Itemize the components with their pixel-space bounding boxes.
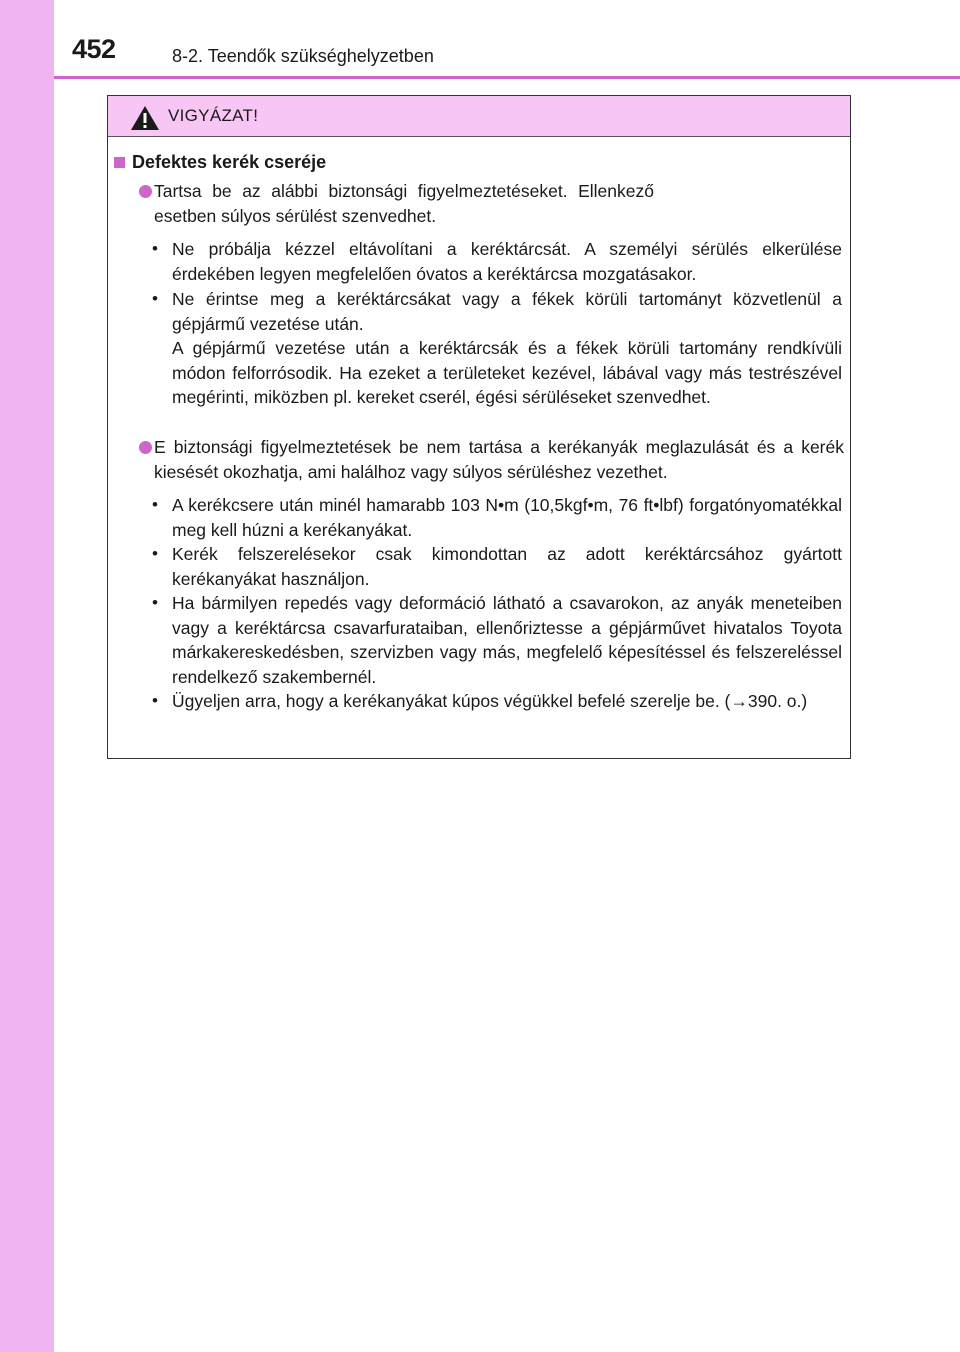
block2-item-4: Ügyeljen arra, hogy a kerékanyákat kúpos végükkel befelé szerelje be. (→390. o.) <box>172 691 808 711</box>
block1-intro: Tartsa be az alábbi biztonsági figyelmeztetéseket. Ellenkező esetben súlyos sérülést szenvedhet. <box>154 181 654 226</box>
warning-triangle-icon <box>130 105 160 131</box>
block1-item-2: Ne érintse meg a keréktárcsákat vagy a fékek körüli tartományt közvetlenül a gépjármű vezetése után. <box>172 289 842 334</box>
list-bullet: • <box>152 691 158 710</box>
caution-box <box>107 95 851 759</box>
block1-item-2-detail: A gépjármű vezetése után a keréktárcsák és a fékek körüli tartomány rendkívüli módon felforrósodik. Ha ezeket a területeket kezével, lábával vagy más testrészével megérinti, miközben pl. kereket cserél, égési sérüléseket szenvedhet. <box>172 338 842 407</box>
section-heading <box>114 152 326 173</box>
section-title: 8-2. Teendők szükséghelyzetben <box>172 46 434 66</box>
block1-item-1: Ne próbálja kézzel eltávolítani a keréktárcsát. A személyi sérülés elkerülése érdekében legyen megfelelően óvatos a keréktárcsa mozgatásakor. <box>172 239 842 284</box>
circle-bullet-icon <box>139 441 152 454</box>
caution-label: VIGYÁZAT! <box>168 106 259 125</box>
square-bullet-icon <box>114 157 125 168</box>
list-bullet: • <box>152 289 158 308</box>
list-bullet: • <box>152 495 158 514</box>
circle-bullet-icon <box>139 185 152 198</box>
list-bullet: • <box>152 544 158 563</box>
block2-intro: E biztonsági figyelmeztetések be nem tartása a kerékanyák meglazulását és a kerék kiesését okozhatja, ami halálhoz vagy súlyos sérüléshez vezethet. <box>154 437 844 482</box>
list-bullet: • <box>152 593 158 612</box>
list-bullet: • <box>152 239 158 258</box>
side-color-strip <box>0 0 54 1352</box>
page-number: 452 <box>72 34 116 64</box>
block2-item-2: Kerék felszerelésekor csak kimondottan az adott keréktárcsához gyártott kerékanyákat használjon. <box>172 544 842 589</box>
block2-item-3: Ha bármilyen repedés vagy deformáció látható a csavarokon, az anyák meneteiben vagy a keréktárcsa csavarfurataiban, ellenőriztesse a gépjárművet hivatalos Toyota márkakereskedésben, szervizben vagy más, megfelelő képesítéssel és felszereléssel rendelkező szakembernél. <box>172 593 842 687</box>
header-divider <box>54 76 960 79</box>
caution-header <box>108 96 850 137</box>
section-heading-text: Defektes kerék cseréje <box>132 152 327 172</box>
block2-item-1: A kerékcsere után minél hamarabb 103 N•m (10,5kgf•m, 76 ft•lbf) forgatónyomatékkal meg kell húzni a kerékanyákat. <box>172 495 842 540</box>
